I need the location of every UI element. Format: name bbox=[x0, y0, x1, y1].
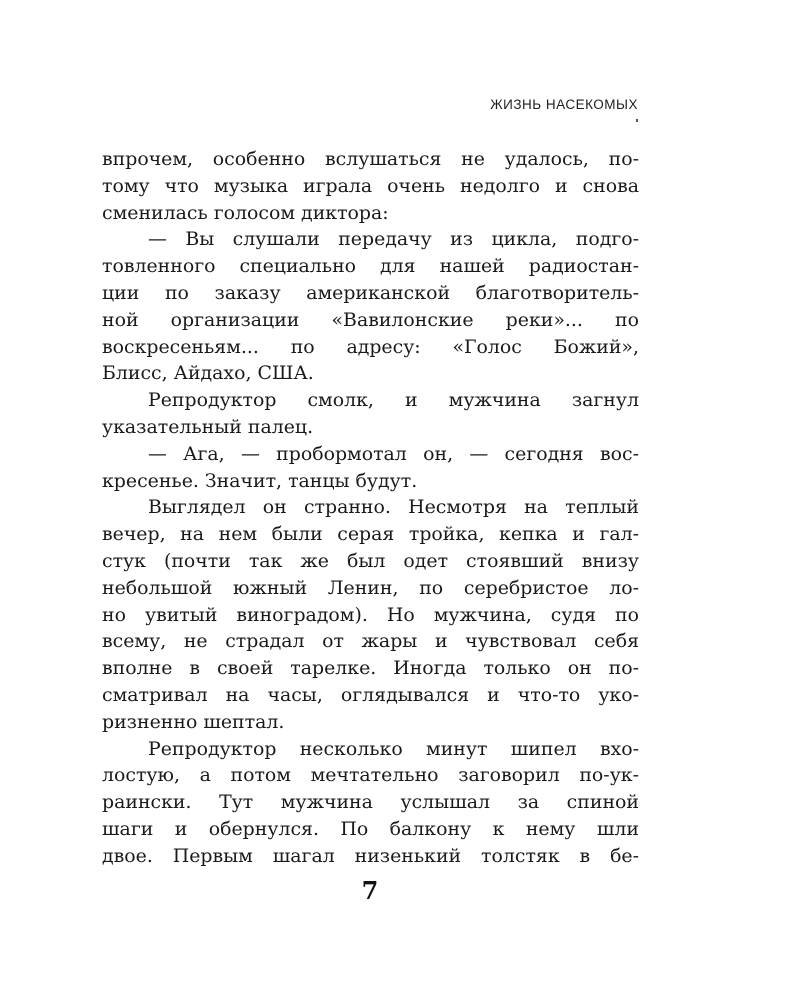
text-line: вполне в своей тарелке. Иногда только он по- bbox=[102, 657, 639, 680]
running-header: ЖИЗНЬ НАСЕКОМЫХ bbox=[490, 97, 638, 112]
text-line: лостую, а потом мечтательно заговорил по-ук- bbox=[102, 764, 639, 787]
text-line: Репродуктор смолк, и мужчина загнул bbox=[148, 389, 639, 412]
text-line: впрочем, особенно вслушаться не удалось, по- bbox=[102, 148, 639, 170]
print-mark bbox=[636, 119, 638, 122]
text-line: шаги и обернулся. По балкону к нему шли bbox=[102, 817, 639, 840]
text-line: но увитый виноградом). Но мужчина, судя по bbox=[102, 603, 639, 626]
text-line: сменилась голосом диктора: bbox=[102, 201, 389, 224]
text-line: раински. Тут мужчина услышал за спиной bbox=[102, 791, 639, 814]
body-text bbox=[102, 146, 639, 870]
text-line: стук (почти так же был одет стоявший внизу bbox=[102, 549, 639, 572]
text-line: — Вы слушали передачу из цикла, подго- bbox=[148, 228, 639, 251]
text-line: воскресеньям... по адресу: «Голос Божий», bbox=[102, 335, 639, 358]
text-line: Репродуктор несколько минут шипел вхо- bbox=[148, 737, 639, 760]
text-line: Выглядел он странно. Несмотря на теплый bbox=[148, 496, 639, 519]
text-line: всему, не страдал от жары и чувствовал себя bbox=[102, 630, 639, 653]
text-line: товленного специально для нашей радиостан- bbox=[102, 255, 639, 278]
text-line: ции по заказу американской благотворитель- bbox=[102, 281, 639, 304]
text-line: ризненно шептал. bbox=[102, 710, 285, 733]
text-line: двое. Первым шагал низенький толстяк в бе- bbox=[102, 844, 639, 867]
text-line: указательный палец. bbox=[102, 415, 314, 438]
text-line: небольшой южный Ленин, по серебристое ло- bbox=[102, 576, 639, 599]
text-line: — Ага, — пробормотал он, — сегодня вос- bbox=[148, 442, 639, 465]
text-line: тому что музыка играла очень недолго и снова bbox=[102, 174, 639, 197]
text-line: ной организации «Вавилонские реки»... по bbox=[102, 308, 639, 331]
text-line: Блисс, Айдахо, США. bbox=[102, 362, 314, 385]
text-line: вечер, на нем были серая тройка, кепка и гал- bbox=[102, 523, 639, 546]
text-line: кресенье. Значит, танцы будут. bbox=[102, 469, 418, 492]
text-line: сматривал на часы, оглядывался и что-то уко- bbox=[102, 683, 639, 706]
page-number: 7 bbox=[361, 876, 379, 905]
